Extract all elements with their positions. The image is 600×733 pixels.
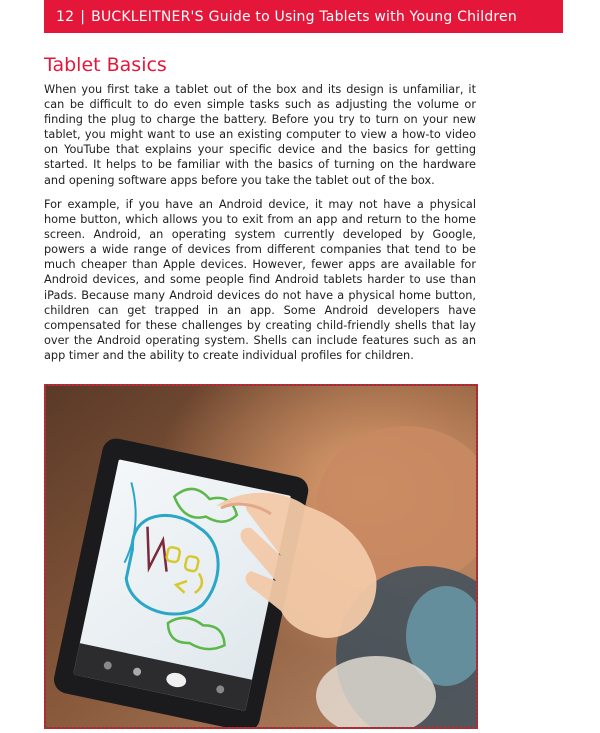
header-author: BUCKLEITNER'S (91, 8, 204, 25)
photo-illustration (46, 386, 476, 727)
running-header (44, 0, 563, 33)
page-number: 12 (56, 8, 75, 25)
header-book-title: Guide to Using Tablets with Young Children (208, 8, 517, 25)
header-separator: | (80, 8, 86, 25)
section-title: Tablet Basics (44, 54, 167, 76)
body-paragraph-1: When you first take a tablet out of the box and its design is unfamiliar, it can be difficult to do even simple tasks such as adjusting the volume or finding the plug to charge the battery. Before you try to turn on your new tablet, you might want to use an existing computer to view a how-to video on YouTube that explains your specific device and the basics for getting started. It helps to be familiar with the basics of turning on the hardware and opening software apps before you take the tablet out of the box. (44, 83, 476, 187)
photo-child-drawing-on-tablet (44, 384, 478, 729)
body-paragraph-2: For example, if you have an Android device, it may not have a physical home button, which allows you to exit from an app and return to the home screen. Android, an operating system currently developed by Google, powers a wide range of devices from different companies that tend to be much cheaper than Apple devices. However, fewer apps are available for Android devices, and some people find Android tablets harder to use than iPads. Because many Android devices do not have a physical home button, children can get trapped in an app. Some Android developers have compensated for these challenges by creating child-friendly shells that lay over the Android operating system. Shells can include features such as an app timer and the ability to create individual profiles for children. (44, 198, 476, 362)
